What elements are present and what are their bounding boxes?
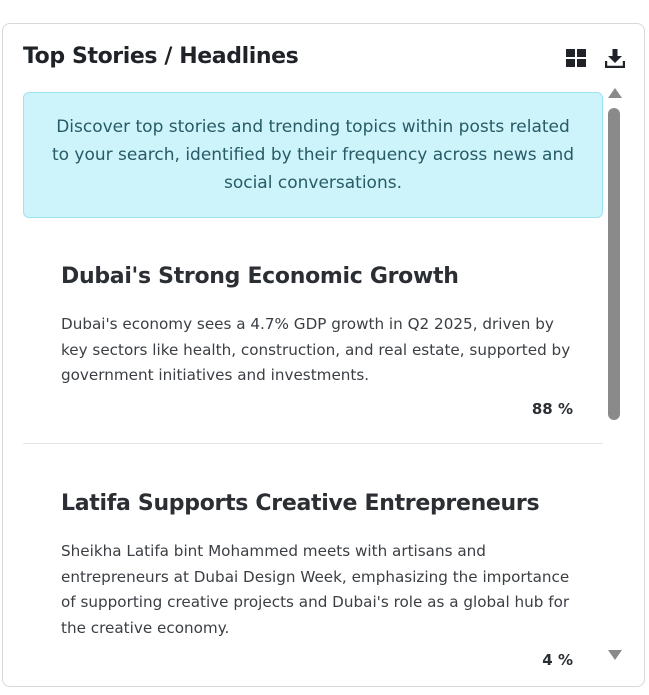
download-button[interactable] <box>603 46 627 70</box>
story-title: Latifa Supports Creative Entrepreneurs <box>61 491 540 516</box>
info-text: Discover top stories and trending topics within posts related to your search, identified by their frequency across news and social conversations. <box>51 117 575 193</box>
scroll-up-arrow-icon[interactable] <box>608 88 622 98</box>
card-title: Top Stories / Headlines <box>23 44 299 69</box>
stories-list[interactable] <box>23 92 605 682</box>
story-percent: 4 % <box>542 651 573 669</box>
top-stories-card <box>2 23 645 687</box>
grid-view-button[interactable] <box>564 46 588 70</box>
story-body: Dubai's economy sees a 4.7% GDP growth in Q2 2025, driven by key sectors like health, construction, and real estate, supported by government initiatives and investments. <box>61 315 571 384</box>
story-percent: 88 % <box>531 400 573 418</box>
story-item[interactable] <box>23 445 603 682</box>
scrollbar-thumb[interactable] <box>608 108 620 420</box>
download-icon <box>605 48 625 68</box>
story-body: Sheikha Latifa bint Mohammed meets with artisans and entrepreneurs at Dubai Design Week, emphasizing the importance of supporting creative projects and Dubai's role as a global hub for the creative economy. <box>61 542 570 637</box>
vertical-scrollbar[interactable] <box>605 86 625 668</box>
story-title: Dubai's Strong Economic Growth <box>61 264 459 289</box>
story-item[interactable] <box>23 218 603 444</box>
scroll-down-arrow-icon[interactable] <box>608 650 622 660</box>
info-banner <box>23 92 603 218</box>
grid-view-icon <box>566 49 586 67</box>
